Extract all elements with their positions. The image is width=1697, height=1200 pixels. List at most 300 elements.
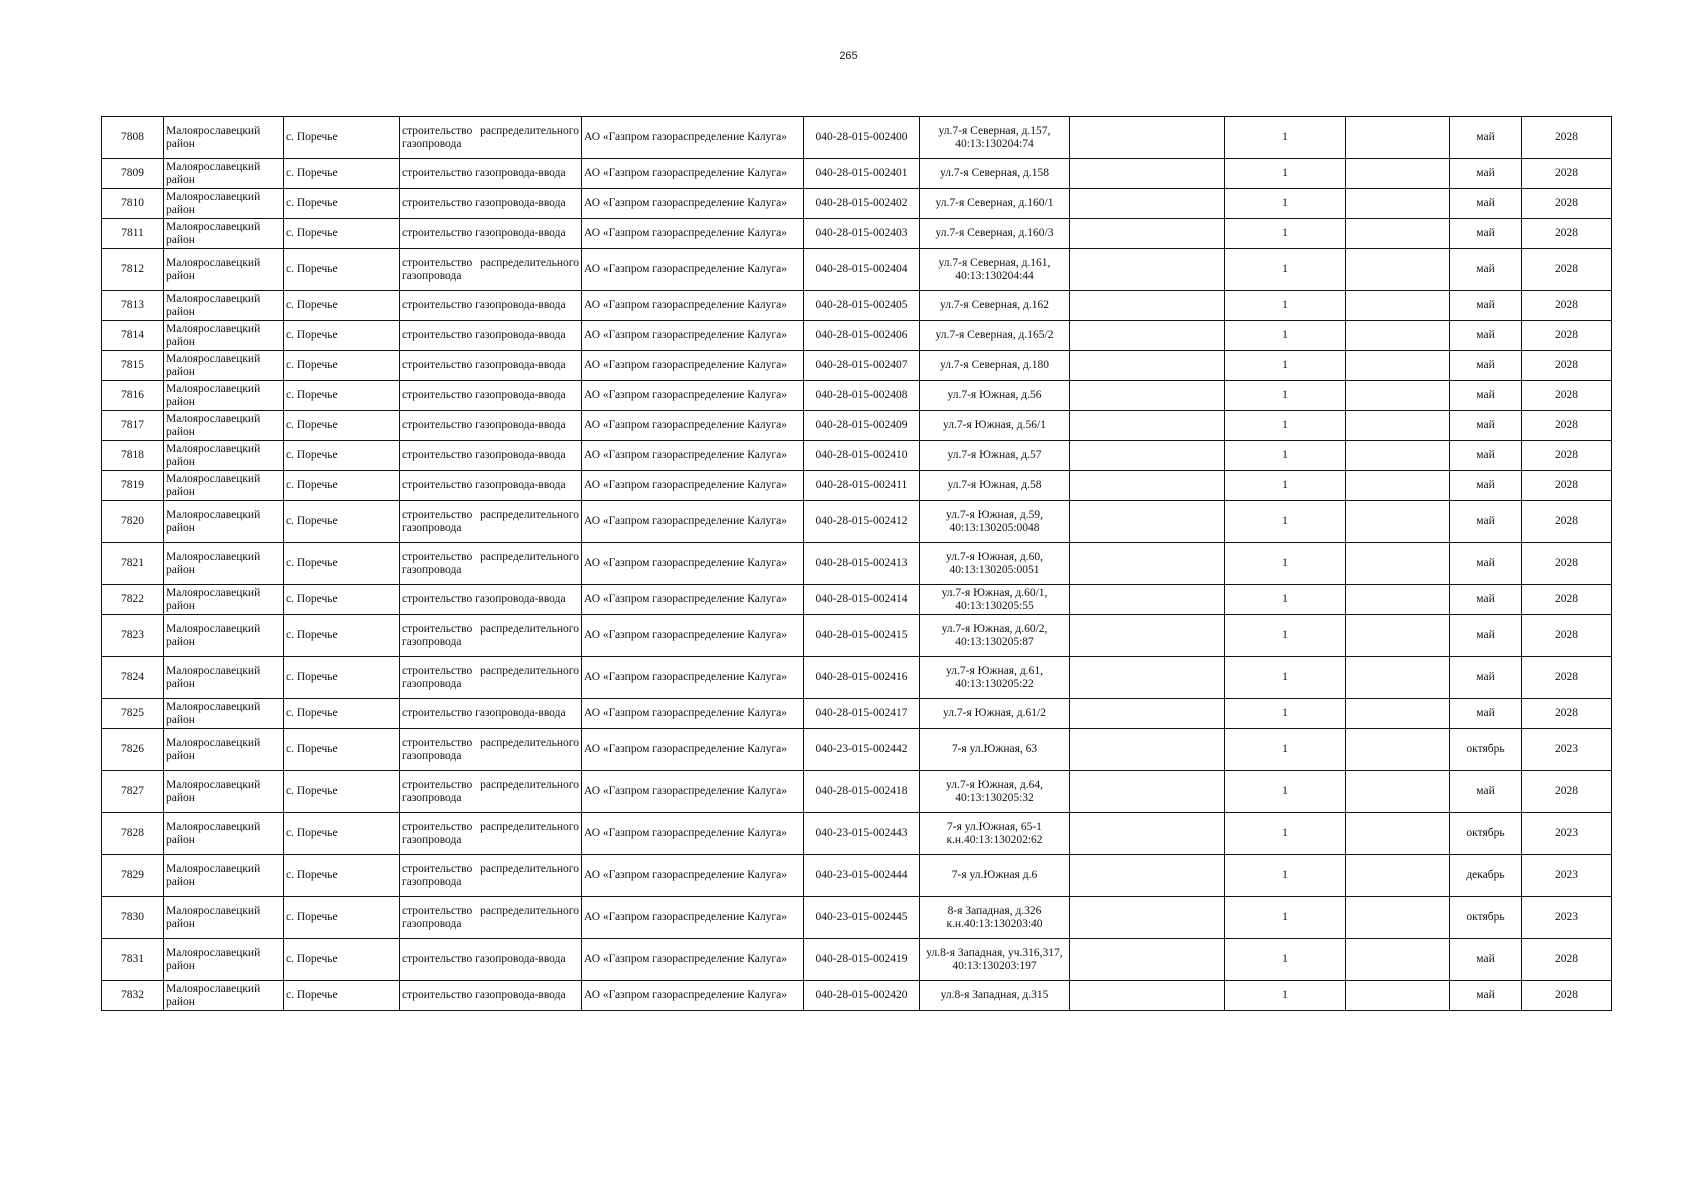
quantity-cell: 1	[1225, 813, 1346, 855]
blank-cell	[1070, 585, 1225, 615]
row-number: 7815	[102, 351, 164, 381]
object-code-cell: 040-28-015-002403	[804, 219, 920, 249]
blank-cell	[1070, 411, 1225, 441]
district-cell: Малоярославецкий район	[164, 189, 284, 219]
blank-cell	[1346, 351, 1450, 381]
month-cell: май	[1450, 543, 1522, 585]
work-type-cell: строительство распределительного газопровода	[400, 855, 582, 897]
month-cell: май	[1450, 351, 1522, 381]
year-cell: 2023	[1522, 813, 1612, 855]
address-cell: 7-я ул.Южная, 65-1 к.н.40:13:130202:62	[920, 813, 1070, 855]
address-cell: ул.7-я Южная, д.58	[920, 471, 1070, 501]
table-row	[102, 729, 1612, 771]
blank-cell	[1346, 291, 1450, 321]
organization-cell: АО «Газпром газораспределение Калуга»	[582, 471, 804, 501]
address-cell: ул.7-я Северная, д.158	[920, 159, 1070, 189]
address-cell: ул.7-я Северная, д.162	[920, 291, 1070, 321]
work-type-cell: строительство газопровода-ввода	[400, 291, 582, 321]
quantity-cell: 1	[1225, 471, 1346, 501]
district-cell: Малоярославецкий район	[164, 159, 284, 189]
table-row	[102, 699, 1612, 729]
work-type-cell: строительство газопровода-ввода	[400, 981, 582, 1011]
district-cell: Малоярославецкий район	[164, 981, 284, 1011]
object-code-cell: 040-28-015-002416	[804, 657, 920, 699]
year-cell: 2028	[1522, 321, 1612, 351]
row-number: 7819	[102, 471, 164, 501]
quantity-cell: 1	[1225, 699, 1346, 729]
work-type-cell: строительство распределительного газопровода	[400, 771, 582, 813]
table-row	[102, 351, 1612, 381]
month-cell: май	[1450, 189, 1522, 219]
blank-cell	[1070, 471, 1225, 501]
gasification-register-table	[101, 116, 1612, 1011]
work-type-cell: строительство распределительного газопровода	[400, 897, 582, 939]
blank-cell	[1070, 729, 1225, 771]
table-row	[102, 615, 1612, 657]
blank-cell	[1070, 159, 1225, 189]
month-cell: декабрь	[1450, 855, 1522, 897]
blank-cell	[1070, 981, 1225, 1011]
quantity-cell: 1	[1225, 321, 1346, 351]
work-type-cell: строительство распределительного газопровода	[400, 543, 582, 585]
district-cell: Малоярославецкий район	[164, 543, 284, 585]
year-cell: 2028	[1522, 411, 1612, 441]
quantity-cell: 1	[1225, 543, 1346, 585]
row-number: 7810	[102, 189, 164, 219]
village-cell: с. Поречье	[284, 981, 400, 1011]
quantity-cell: 1	[1225, 771, 1346, 813]
table-row	[102, 771, 1612, 813]
blank-cell	[1070, 351, 1225, 381]
quantity-cell: 1	[1225, 351, 1346, 381]
village-cell: с. Поречье	[284, 441, 400, 471]
object-code-cell: 040-28-015-002401	[804, 159, 920, 189]
address-cell: ул.7-я Южная, д.61, 40:13:130205:22	[920, 657, 1070, 699]
year-cell: 2028	[1522, 543, 1612, 585]
quantity-cell: 1	[1225, 159, 1346, 189]
year-cell: 2023	[1522, 897, 1612, 939]
table-row	[102, 189, 1612, 219]
row-number: 7832	[102, 981, 164, 1011]
month-cell: май	[1450, 501, 1522, 543]
address-cell: ул.7-я Южная, д.57	[920, 441, 1070, 471]
month-cell: май	[1450, 981, 1522, 1011]
address-cell: ул.7-я Южная, д.60/2, 40:13:130205:87	[920, 615, 1070, 657]
quantity-cell: 1	[1225, 411, 1346, 441]
object-code-cell: 040-23-015-002442	[804, 729, 920, 771]
row-number: 7812	[102, 249, 164, 291]
village-cell: с. Поречье	[284, 219, 400, 249]
village-cell: с. Поречье	[284, 471, 400, 501]
district-cell: Малоярославецкий район	[164, 381, 284, 411]
row-number: 7821	[102, 543, 164, 585]
row-number: 7830	[102, 897, 164, 939]
table-row	[102, 441, 1612, 471]
organization-cell: АО «Газпром газораспределение Калуга»	[582, 159, 804, 189]
address-cell: ул.7-я Южная, д.59, 40:13:130205:0048	[920, 501, 1070, 543]
quantity-cell: 1	[1225, 117, 1346, 159]
blank-cell	[1070, 501, 1225, 543]
village-cell: с. Поречье	[284, 321, 400, 351]
district-cell: Малоярославецкий район	[164, 771, 284, 813]
village-cell: с. Поречье	[284, 813, 400, 855]
address-cell: ул.7-я Северная, д.160/3	[920, 219, 1070, 249]
row-number: 7811	[102, 219, 164, 249]
village-cell: с. Поречье	[284, 771, 400, 813]
blank-cell	[1346, 471, 1450, 501]
object-code-cell: 040-28-015-002400	[804, 117, 920, 159]
blank-cell	[1070, 855, 1225, 897]
organization-cell: АО «Газпром газораспределение Калуга»	[582, 939, 804, 981]
address-cell: 8-я Западная, д.326 к.н.40:13:130203:40	[920, 897, 1070, 939]
district-cell: Малоярославецкий район	[164, 501, 284, 543]
year-cell: 2023	[1522, 855, 1612, 897]
quantity-cell: 1	[1225, 657, 1346, 699]
table-row	[102, 411, 1612, 441]
district-cell: Малоярославецкий район	[164, 441, 284, 471]
month-cell: май	[1450, 291, 1522, 321]
row-number: 7809	[102, 159, 164, 189]
table-row	[102, 381, 1612, 411]
table-row	[102, 585, 1612, 615]
organization-cell: АО «Газпром газораспределение Калуга»	[582, 813, 804, 855]
blank-cell	[1070, 291, 1225, 321]
work-type-cell: строительство распределительного газопровода	[400, 615, 582, 657]
table-row	[102, 543, 1612, 585]
district-cell: Малоярославецкий район	[164, 939, 284, 981]
month-cell: октябрь	[1450, 729, 1522, 771]
year-cell: 2028	[1522, 939, 1612, 981]
work-type-cell: строительство распределительного газопровода	[400, 249, 582, 291]
object-code-cell: 040-28-015-002406	[804, 321, 920, 351]
year-cell: 2028	[1522, 657, 1612, 699]
village-cell: с. Поречье	[284, 351, 400, 381]
organization-cell: АО «Газпром газораспределение Калуга»	[582, 381, 804, 411]
blank-cell	[1346, 813, 1450, 855]
address-cell: ул.8-я Западная, уч.316,317, 40:13:130203:197	[920, 939, 1070, 981]
district-cell: Малоярославецкий район	[164, 585, 284, 615]
object-code-cell: 040-28-015-002405	[804, 291, 920, 321]
organization-cell: АО «Газпром газораспределение Калуга»	[582, 351, 804, 381]
blank-cell	[1070, 699, 1225, 729]
object-code-cell: 040-28-015-002415	[804, 615, 920, 657]
quantity-cell: 1	[1225, 501, 1346, 543]
district-cell: Малоярославецкий район	[164, 897, 284, 939]
organization-cell: АО «Газпром газораспределение Калуга»	[582, 291, 804, 321]
blank-cell	[1070, 117, 1225, 159]
blank-cell	[1070, 813, 1225, 855]
village-cell: с. Поречье	[284, 117, 400, 159]
table-row	[102, 159, 1612, 189]
blank-cell	[1070, 897, 1225, 939]
year-cell: 2028	[1522, 249, 1612, 291]
organization-cell: АО «Газпром газораспределение Калуга»	[582, 729, 804, 771]
year-cell: 2028	[1522, 291, 1612, 321]
object-code-cell: 040-28-015-002410	[804, 441, 920, 471]
year-cell: 2028	[1522, 585, 1612, 615]
year-cell: 2028	[1522, 441, 1612, 471]
quantity-cell: 1	[1225, 189, 1346, 219]
village-cell: с. Поречье	[284, 657, 400, 699]
page-number: 265	[839, 50, 858, 62]
blank-cell	[1070, 381, 1225, 411]
month-cell: май	[1450, 939, 1522, 981]
object-code-cell: 040-28-015-002408	[804, 381, 920, 411]
row-number: 7808	[102, 117, 164, 159]
object-code-cell: 040-28-015-002411	[804, 471, 920, 501]
district-cell: Малоярославецкий район	[164, 411, 284, 441]
month-cell: май	[1450, 441, 1522, 471]
work-type-cell: строительство газопровода-ввода	[400, 219, 582, 249]
quantity-cell: 1	[1225, 585, 1346, 615]
month-cell: май	[1450, 699, 1522, 729]
district-cell: Малоярославецкий район	[164, 729, 284, 771]
blank-cell	[1346, 189, 1450, 219]
row-number: 7818	[102, 441, 164, 471]
blank-cell	[1346, 219, 1450, 249]
table-row	[102, 291, 1612, 321]
row-number: 7816	[102, 381, 164, 411]
year-cell: 2028	[1522, 219, 1612, 249]
blank-cell	[1346, 615, 1450, 657]
object-code-cell: 040-28-015-002419	[804, 939, 920, 981]
address-cell: ул.7-я Южная, д.64, 40:13:130205:32	[920, 771, 1070, 813]
district-cell: Малоярославецкий район	[164, 699, 284, 729]
work-type-cell: строительство газопровода-ввода	[400, 321, 582, 351]
year-cell: 2028	[1522, 771, 1612, 813]
table-row	[102, 813, 1612, 855]
work-type-cell: строительство газопровода-ввода	[400, 351, 582, 381]
blank-cell	[1346, 159, 1450, 189]
work-type-cell: строительство газопровода-ввода	[400, 381, 582, 411]
year-cell: 2028	[1522, 381, 1612, 411]
address-cell: ул.7-я Южная, д.56/1	[920, 411, 1070, 441]
organization-cell: АО «Газпром газораспределение Калуга»	[582, 771, 804, 813]
village-cell: с. Поречье	[284, 615, 400, 657]
quantity-cell: 1	[1225, 441, 1346, 471]
village-cell: с. Поречье	[284, 291, 400, 321]
address-cell: 7-я ул.Южная, 63	[920, 729, 1070, 771]
work-type-cell: строительство газопровода-ввода	[400, 411, 582, 441]
row-number: 7825	[102, 699, 164, 729]
address-cell: ул.7-я Южная, д.61/2	[920, 699, 1070, 729]
row-number: 7814	[102, 321, 164, 351]
organization-cell: АО «Газпром газораспределение Калуга»	[582, 657, 804, 699]
row-number: 7820	[102, 501, 164, 543]
year-cell: 2028	[1522, 189, 1612, 219]
village-cell: с. Поречье	[284, 249, 400, 291]
district-cell: Малоярославецкий район	[164, 249, 284, 291]
blank-cell	[1346, 411, 1450, 441]
blank-cell	[1070, 321, 1225, 351]
row-number: 7813	[102, 291, 164, 321]
organization-cell: АО «Газпром газораспределение Калуга»	[582, 543, 804, 585]
address-cell: 7-я ул.Южная д.6	[920, 855, 1070, 897]
organization-cell: АО «Газпром газораспределение Калуга»	[582, 441, 804, 471]
district-cell: Малоярославецкий район	[164, 219, 284, 249]
village-cell: с. Поречье	[284, 855, 400, 897]
blank-cell	[1070, 189, 1225, 219]
work-type-cell: строительство газопровода-ввода	[400, 471, 582, 501]
work-type-cell: строительство распределительного газопровода	[400, 813, 582, 855]
month-cell: май	[1450, 117, 1522, 159]
blank-cell	[1070, 771, 1225, 813]
district-cell: Малоярославецкий район	[164, 855, 284, 897]
district-cell: Малоярославецкий район	[164, 351, 284, 381]
address-cell: ул.7-я Южная, д.56	[920, 381, 1070, 411]
row-number: 7827	[102, 771, 164, 813]
quantity-cell: 1	[1225, 855, 1346, 897]
blank-cell	[1346, 501, 1450, 543]
district-cell: Малоярославецкий район	[164, 813, 284, 855]
quantity-cell: 1	[1225, 981, 1346, 1011]
address-cell: ул.7-я Северная, д.180	[920, 351, 1070, 381]
village-cell: с. Поречье	[284, 939, 400, 981]
year-cell: 2028	[1522, 471, 1612, 501]
month-cell: октябрь	[1450, 813, 1522, 855]
month-cell: май	[1450, 615, 1522, 657]
blank-cell	[1346, 321, 1450, 351]
object-code-cell: 040-28-015-002409	[804, 411, 920, 441]
row-number: 7829	[102, 855, 164, 897]
object-code-cell: 040-28-015-002420	[804, 981, 920, 1011]
row-number: 7822	[102, 585, 164, 615]
year-cell: 2028	[1522, 159, 1612, 189]
blank-cell	[1346, 729, 1450, 771]
month-cell: май	[1450, 321, 1522, 351]
blank-cell	[1346, 897, 1450, 939]
address-cell: ул.7-я Северная, д.165/2	[920, 321, 1070, 351]
quantity-cell: 1	[1225, 249, 1346, 291]
table-row	[102, 249, 1612, 291]
blank-cell	[1346, 939, 1450, 981]
month-cell: май	[1450, 771, 1522, 813]
blank-cell	[1346, 381, 1450, 411]
object-code-cell: 040-28-015-002418	[804, 771, 920, 813]
quantity-cell: 1	[1225, 939, 1346, 981]
object-code-cell: 040-28-015-002414	[804, 585, 920, 615]
work-type-cell: строительство газопровода-ввода	[400, 441, 582, 471]
address-cell: ул.7-я Южная, д.60/1, 40:13:130205:55	[920, 585, 1070, 615]
object-code-cell: 040-23-015-002443	[804, 813, 920, 855]
work-type-cell: строительство газопровода-ввода	[400, 585, 582, 615]
year-cell: 2023	[1522, 729, 1612, 771]
work-type-cell: строительство газопровода-ввода	[400, 699, 582, 729]
table-row	[102, 321, 1612, 351]
table-row	[102, 117, 1612, 159]
organization-cell: АО «Газпром газораспределение Калуга»	[582, 897, 804, 939]
year-cell: 2028	[1522, 699, 1612, 729]
organization-cell: АО «Газпром газораспределение Калуга»	[582, 585, 804, 615]
village-cell: с. Поречье	[284, 159, 400, 189]
blank-cell	[1346, 249, 1450, 291]
row-number: 7823	[102, 615, 164, 657]
year-cell: 2028	[1522, 117, 1612, 159]
quantity-cell: 1	[1225, 381, 1346, 411]
work-type-cell: строительство газопровода-ввода	[400, 159, 582, 189]
organization-cell: АО «Газпром газораспределение Калуга»	[582, 219, 804, 249]
blank-cell	[1070, 441, 1225, 471]
month-cell: май	[1450, 249, 1522, 291]
table-row	[102, 981, 1612, 1011]
district-cell: Малоярославецкий район	[164, 615, 284, 657]
quantity-cell: 1	[1225, 291, 1346, 321]
work-type-cell: строительство газопровода-ввода	[400, 939, 582, 981]
year-cell: 2028	[1522, 351, 1612, 381]
table-row	[102, 855, 1612, 897]
organization-cell: АО «Газпром газораспределение Калуга»	[582, 501, 804, 543]
village-cell: с. Поречье	[284, 381, 400, 411]
year-cell: 2028	[1522, 615, 1612, 657]
month-cell: май	[1450, 657, 1522, 699]
district-cell: Малоярославецкий район	[164, 657, 284, 699]
village-cell: с. Поречье	[284, 189, 400, 219]
blank-cell	[1346, 657, 1450, 699]
village-cell: с. Поречье	[284, 729, 400, 771]
object-code-cell: 040-28-015-002404	[804, 249, 920, 291]
blank-cell	[1346, 771, 1450, 813]
table-row	[102, 501, 1612, 543]
row-number: 7826	[102, 729, 164, 771]
blank-cell	[1346, 441, 1450, 471]
district-cell: Малоярославецкий район	[164, 321, 284, 351]
village-cell: с. Поречье	[284, 543, 400, 585]
work-type-cell: строительство газопровода-ввода	[400, 189, 582, 219]
table-row	[102, 657, 1612, 699]
row-number: 7831	[102, 939, 164, 981]
work-type-cell: строительство распределительного газопровода	[400, 501, 582, 543]
district-cell: Малоярославецкий район	[164, 291, 284, 321]
row-number: 7824	[102, 657, 164, 699]
village-cell: с. Поречье	[284, 699, 400, 729]
blank-cell	[1346, 981, 1450, 1011]
organization-cell: АО «Газпром газораспределение Калуга»	[582, 411, 804, 441]
quantity-cell: 1	[1225, 897, 1346, 939]
blank-cell	[1346, 855, 1450, 897]
object-code-cell: 040-23-015-002445	[804, 897, 920, 939]
table-row	[102, 897, 1612, 939]
blank-cell	[1346, 543, 1450, 585]
blank-cell	[1070, 615, 1225, 657]
month-cell: май	[1450, 411, 1522, 441]
year-cell: 2028	[1522, 981, 1612, 1011]
blank-cell	[1346, 117, 1450, 159]
district-cell: Малоярославецкий район	[164, 117, 284, 159]
work-type-cell: строительство распределительного газопровода	[400, 729, 582, 771]
quantity-cell: 1	[1225, 219, 1346, 249]
blank-cell	[1070, 657, 1225, 699]
village-cell: с. Поречье	[284, 411, 400, 441]
month-cell: май	[1450, 219, 1522, 249]
organization-cell: АО «Газпром газораспределение Калуга»	[582, 189, 804, 219]
address-cell: ул.7-я Южная, д.60, 40:13:130205:0051	[920, 543, 1070, 585]
table-row	[102, 939, 1612, 981]
organization-cell: АО «Газпром газораспределение Калуга»	[582, 699, 804, 729]
object-code-cell: 040-28-015-002413	[804, 543, 920, 585]
address-cell: ул.7-я Северная, д.157, 40:13:130204:74	[920, 117, 1070, 159]
village-cell: с. Поречье	[284, 897, 400, 939]
object-code-cell: 040-23-015-002444	[804, 855, 920, 897]
organization-cell: АО «Газпром газораспределение Калуга»	[582, 117, 804, 159]
organization-cell: АО «Газпром газораспределение Калуга»	[582, 321, 804, 351]
month-cell: май	[1450, 159, 1522, 189]
blank-cell	[1070, 219, 1225, 249]
blank-cell	[1070, 249, 1225, 291]
organization-cell: АО «Газпром газораспределение Калуга»	[582, 981, 804, 1011]
year-cell: 2028	[1522, 501, 1612, 543]
object-code-cell: 040-28-015-002412	[804, 501, 920, 543]
organization-cell: АО «Газпром газораспределение Калуга»	[582, 855, 804, 897]
